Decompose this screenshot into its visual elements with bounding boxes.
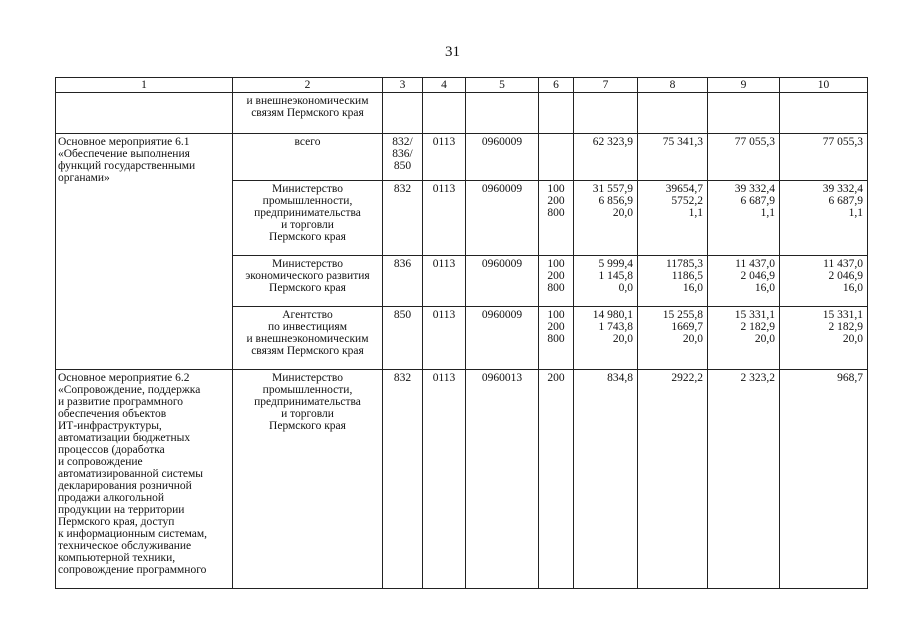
header-cell: 2 xyxy=(233,78,383,93)
vr-cell: 100 200 800 xyxy=(539,307,574,370)
csr-cell: 0960009 xyxy=(466,134,539,181)
csr-cell: 0960009 xyxy=(466,256,539,307)
year4-cell: 39 332,4 6 687,9 1,1 xyxy=(780,181,868,256)
grbs-cell: 836 xyxy=(383,256,423,307)
header-row xyxy=(56,78,868,93)
measure-name-cell xyxy=(56,93,233,134)
executor-cell: и внешнеэкономическим связям Пермского края xyxy=(233,93,383,134)
measure-name-cell: Основное мероприятие 6.1 «Обеспечение выполнения функций государственными органами» xyxy=(56,134,233,370)
grbs-cell xyxy=(383,93,423,134)
header-cell: 10 xyxy=(780,78,868,93)
header-cell: 7 xyxy=(574,78,638,93)
year3-cell: 77 055,3 xyxy=(708,134,780,181)
vr-cell: 100 200 800 xyxy=(539,181,574,256)
year1-cell: 62 323,9 xyxy=(574,134,638,181)
year4-cell: 15 331,1 2 182,9 20,0 xyxy=(780,307,868,370)
page-number: 31 xyxy=(445,44,460,60)
header-cell: 6 xyxy=(539,78,574,93)
header-cell: 4 xyxy=(423,78,466,93)
grbs-cell: 832/ 836/ 850 xyxy=(383,134,423,181)
vr-cell: 100 200 800 xyxy=(539,256,574,307)
year4-cell: 77 055,3 xyxy=(780,134,868,181)
rz-cell xyxy=(423,93,466,134)
rz-cell: 0113 xyxy=(423,256,466,307)
grbs-cell: 832 xyxy=(383,370,423,589)
header-cell: 1 xyxy=(56,78,233,93)
year1-cell: 31 557,9 6 856,9 20,0 xyxy=(574,181,638,256)
grbs-cell: 850 xyxy=(383,307,423,370)
rz-cell: 0113 xyxy=(423,307,466,370)
table-row xyxy=(56,370,868,589)
year4-cell: 11 437,0 2 046,9 16,0 xyxy=(780,256,868,307)
year3-cell: 2 323,2 xyxy=(708,370,780,589)
year2-cell: 11785,3 1186,5 16,0 xyxy=(638,256,708,307)
year3-cell: 39 332,4 6 687,9 1,1 xyxy=(708,181,780,256)
csr-cell: 0960009 xyxy=(466,181,539,256)
header-cell: 9 xyxy=(708,78,780,93)
year3-cell: 11 437,0 2 046,9 16,0 xyxy=(708,256,780,307)
year4-cell: 968,7 xyxy=(780,370,868,589)
rz-cell: 0113 xyxy=(423,370,466,589)
year3-cell xyxy=(708,93,780,134)
header-cell: 5 xyxy=(466,78,539,93)
csr-cell: 0960009 xyxy=(466,307,539,370)
rz-cell: 0113 xyxy=(423,181,466,256)
header-cell: 8 xyxy=(638,78,708,93)
rz-cell: 0113 xyxy=(423,134,466,181)
measure-name-cell: Основное мероприятие 6.2 «Сопровождение, поддержка и развитие программного обеспечения объектов ИТ-инфраструктуры, автоматизации бюджетных процессов (доработка и сопровождение автоматизированной системы декларирования розничной продажи алкогольной продукции на территории Пермского края, доступ к информационным системам, техническое обслуживание компьютерной техники, сопровождение программного xyxy=(56,370,233,589)
vr-cell xyxy=(539,93,574,134)
csr-cell: 0960013 xyxy=(466,370,539,589)
year1-cell: 14 980,1 1 743,8 20,0 xyxy=(574,307,638,370)
executor-cell: Министерство экономического развития Пермского края xyxy=(233,256,383,307)
executor-cell: всего xyxy=(233,134,383,181)
year2-cell: 15 255,8 1669,7 20,0 xyxy=(638,307,708,370)
year2-cell: 2922,2 xyxy=(638,370,708,589)
executor-cell: Агентство по инвестициям и внешнеэкономическим связям Пермского края xyxy=(233,307,383,370)
grbs-cell: 832 xyxy=(383,181,423,256)
year4-cell xyxy=(780,93,868,134)
year2-cell: 39654,7 5752,2 1,1 xyxy=(638,181,708,256)
year2-cell: 75 341,3 xyxy=(638,134,708,181)
table-row xyxy=(56,134,868,181)
year3-cell: 15 331,1 2 182,9 20,0 xyxy=(708,307,780,370)
budget-table xyxy=(55,77,868,589)
vr-cell xyxy=(539,134,574,181)
year1-cell xyxy=(574,93,638,134)
executor-cell: Министерство промышленности, предпринимательства и торговли Пермского края xyxy=(233,181,383,256)
header-cell: 3 xyxy=(383,78,423,93)
year1-cell: 5 999,4 1 145,8 0,0 xyxy=(574,256,638,307)
vr-cell: 200 xyxy=(539,370,574,589)
year1-cell: 834,8 xyxy=(574,370,638,589)
year2-cell xyxy=(638,93,708,134)
executor-cell: Министерство промышленности, предпринимательства и торговли Пермского края xyxy=(233,370,383,589)
csr-cell xyxy=(466,93,539,134)
table-row xyxy=(56,93,868,134)
